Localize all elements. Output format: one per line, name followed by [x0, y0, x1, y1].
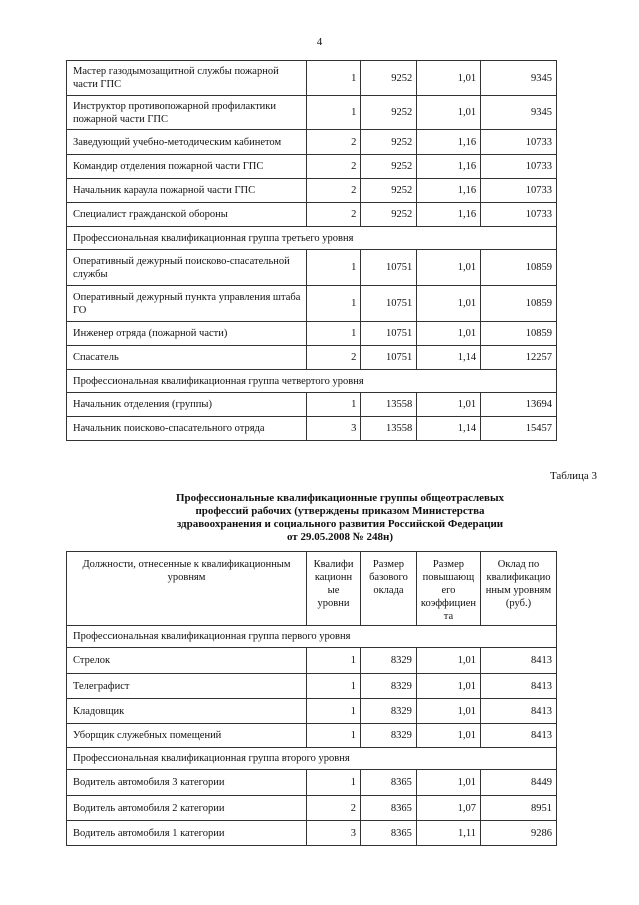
cell-coef: 1,01	[417, 393, 481, 417]
group-label: Профессиональная квалификационная группа второго уровня	[67, 748, 557, 770]
header-salary: Оклад по квалификацио нным уровням (руб.)	[480, 552, 556, 626]
cell-position: Кладовщик	[67, 699, 307, 724]
group-row	[67, 370, 557, 393]
cell-base: 9252	[361, 61, 417, 96]
cell-position: Оперативный дежурный пункта управления штаба ГО	[67, 286, 307, 322]
cell-salary: 8413	[480, 648, 556, 674]
cell-salary: 8413	[480, 699, 556, 724]
cell-coef: 1,01	[416, 699, 480, 724]
cell-level: 1	[307, 393, 361, 417]
salary-table-continued	[66, 60, 557, 441]
header-level: Квалифи кационн ые уровни	[307, 552, 361, 626]
cell-position: Стрелок	[67, 648, 307, 674]
cell-salary: 10733	[481, 155, 557, 179]
cell-base: 8329	[360, 674, 416, 699]
table-heading	[150, 492, 530, 544]
cell-salary: 9345	[481, 96, 557, 130]
cell-base: 10751	[361, 250, 417, 286]
cell-level: 1	[307, 770, 361, 796]
cell-salary: 8951	[480, 796, 556, 821]
table-row	[67, 155, 557, 179]
page-number: 4	[316, 36, 323, 48]
cell-base: 8329	[360, 699, 416, 724]
cell-base: 10751	[361, 322, 417, 346]
cell-position: Водитель автомобиля 3 категории	[67, 770, 307, 796]
cell-level: 1	[307, 699, 361, 724]
table-caption: Таблица 3	[549, 470, 597, 482]
cell-level: 3	[307, 821, 361, 846]
cell-base: 13558	[361, 417, 417, 441]
cell-salary: 9345	[481, 61, 557, 96]
cell-position: Телеграфист	[67, 674, 307, 699]
cell-position: Командир отделения пожарной части ГПС	[67, 155, 307, 179]
cell-position: Водитель автомобиля 2 категории	[67, 796, 307, 821]
cell-level: 1	[307, 674, 361, 699]
cell-coef: 1,14	[417, 417, 481, 441]
cell-coef: 1,11	[416, 821, 480, 846]
cell-base: 8365	[360, 770, 416, 796]
cell-position: Начальник отделения (группы)	[67, 393, 307, 417]
table-row	[67, 770, 557, 796]
cell-coef: 1,16	[417, 203, 481, 227]
cell-coef: 1,16	[417, 179, 481, 203]
cell-salary: 8413	[480, 724, 556, 748]
group-row	[67, 748, 557, 770]
cell-base: 8365	[360, 821, 416, 846]
table-heading-line: Профессиональные квалификационные группы общеотраслевых	[175, 492, 505, 504]
table-row	[67, 250, 557, 286]
group-label: Профессиональная квалификационная группа четвертого уровня	[67, 370, 557, 393]
cell-base: 9252	[361, 130, 417, 155]
cell-salary: 10859	[481, 286, 557, 322]
table-row	[67, 322, 557, 346]
table-row	[67, 674, 557, 699]
table-row	[67, 821, 557, 846]
cell-salary: 10733	[481, 130, 557, 155]
table-row	[67, 346, 557, 370]
cell-salary: 15457	[481, 417, 557, 441]
cell-level: 2	[307, 796, 361, 821]
cell-salary: 13694	[481, 393, 557, 417]
cell-position: Специалист гражданской обороны	[67, 203, 307, 227]
group-label: Профессиональная квалификационная группа первого уровня	[67, 626, 557, 648]
cell-position: Водитель автомобиля 1 категории	[67, 821, 307, 846]
cell-level: 2	[307, 203, 361, 227]
cell-coef: 1,01	[417, 96, 481, 130]
cell-coef: 1,01	[417, 61, 481, 96]
cell-coef: 1,16	[417, 155, 481, 179]
table-heading-line: профессий рабочих (утверждены приказом Министерства	[195, 505, 485, 517]
cell-salary: 10859	[481, 322, 557, 346]
group-label: Профессиональная квалификационная группа третьего уровня	[67, 227, 557, 250]
cell-coef: 1,01	[417, 250, 481, 286]
cell-level: 2	[307, 155, 361, 179]
table-row	[67, 393, 557, 417]
cell-level: 1	[307, 724, 361, 748]
cell-base: 9252	[361, 179, 417, 203]
cell-position: Оперативный дежурный поисково-спасательной службы	[67, 250, 307, 286]
cell-position: Инженер отряда (пожарной части)	[67, 322, 307, 346]
cell-base: 8329	[360, 724, 416, 748]
cell-base: 10751	[361, 286, 417, 322]
table-row	[67, 417, 557, 441]
cell-base: 9252	[361, 155, 417, 179]
cell-level: 1	[307, 322, 361, 346]
cell-position: Начальник поисково-спасательного отряда	[67, 417, 307, 441]
table-row	[67, 130, 557, 155]
header-position: Должности, отнесенные к квалификационным уровням	[67, 552, 307, 626]
table-header-row	[67, 552, 557, 626]
header-coef: Размер повышающ его коэффициен та	[416, 552, 480, 626]
cell-coef: 1,01	[417, 286, 481, 322]
header-base: Размер базового оклада	[360, 552, 416, 626]
cell-salary: 8413	[480, 674, 556, 699]
cell-level: 1	[307, 286, 361, 322]
table-heading-line: здравоохранения и социального развития Российской Федерации	[176, 518, 504, 530]
cell-position: Спасатель	[67, 346, 307, 370]
cell-salary: 10859	[481, 250, 557, 286]
cell-coef: 1,01	[416, 648, 480, 674]
table-heading-line: от 29.05.2008 № 248н)	[286, 531, 394, 543]
cell-coef: 1,07	[416, 796, 480, 821]
cell-coef: 1,14	[417, 346, 481, 370]
cell-salary: 8449	[480, 770, 556, 796]
cell-salary: 9286	[480, 821, 556, 846]
cell-coef: 1,16	[417, 130, 481, 155]
table-row	[67, 61, 557, 96]
cell-position: Мастер газодымозащитной службы пожарной части ГПС	[67, 61, 307, 96]
cell-level: 2	[307, 130, 361, 155]
cell-level: 1	[307, 61, 361, 96]
cell-position: Инструктор противопожарной профилактики пожарной части ГПС	[67, 96, 307, 130]
cell-salary: 10733	[481, 203, 557, 227]
cell-coef: 1,01	[416, 724, 480, 748]
cell-position: Уборщик служебных помещений	[67, 724, 307, 748]
group-row	[67, 626, 557, 648]
cell-base: 8329	[360, 648, 416, 674]
cell-base: 10751	[361, 346, 417, 370]
cell-salary: 10733	[481, 179, 557, 203]
cell-salary: 12257	[481, 346, 557, 370]
table-row	[67, 724, 557, 748]
cell-base: 13558	[361, 393, 417, 417]
table-row	[67, 179, 557, 203]
cell-base: 9252	[361, 96, 417, 130]
cell-base: 8365	[360, 796, 416, 821]
group-row	[67, 227, 557, 250]
cell-level: 2	[307, 346, 361, 370]
cell-coef: 1,01	[417, 322, 481, 346]
cell-coef: 1,01	[416, 674, 480, 699]
cell-level: 1	[307, 648, 361, 674]
cell-level: 3	[307, 417, 361, 441]
table-row	[67, 648, 557, 674]
cell-coef: 1,01	[416, 770, 480, 796]
table-row	[67, 203, 557, 227]
cell-level: 1	[307, 96, 361, 130]
cell-position: Заведующий учебно-методическим кабинетом	[67, 130, 307, 155]
table-row	[67, 699, 557, 724]
table-row	[67, 796, 557, 821]
salary-table-3	[66, 551, 557, 846]
cell-base: 9252	[361, 203, 417, 227]
cell-level: 2	[307, 179, 361, 203]
cell-position: Начальник караула пожарной части ГПС	[67, 179, 307, 203]
cell-level: 1	[307, 250, 361, 286]
table-row	[67, 96, 557, 130]
table-row	[67, 286, 557, 322]
